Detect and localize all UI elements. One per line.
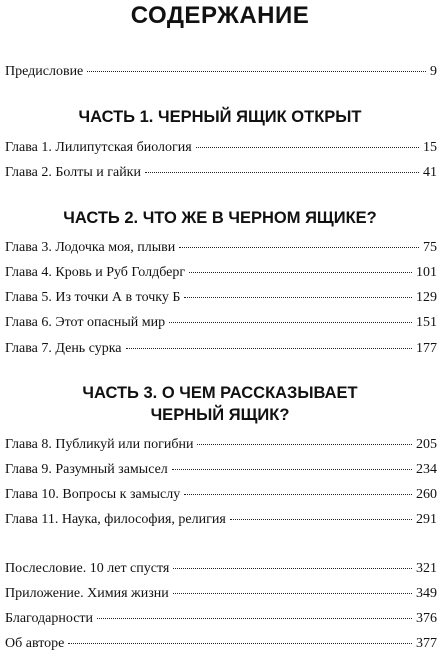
dot-leader (68, 642, 412, 644)
dot-leader (173, 592, 412, 594)
toc-entry-title: Глава 5. Из точки А в точку Б (5, 290, 181, 305)
dot-leader (173, 567, 412, 569)
dot-leader (184, 296, 412, 298)
toc-entry-page: 129 (416, 290, 437, 305)
toc-entry-title: Глава 1. Лилипутская биология (5, 140, 192, 155)
toc-entry-page: 376 (416, 611, 437, 626)
toc-entry-page: 75 (423, 240, 437, 255)
toc-entry-chapter-2[interactable] (5, 163, 437, 183)
toc-entry-chapter-6[interactable] (5, 313, 437, 333)
toc-entry-title: Глава 4. Кровь и Руб Голдберг (5, 265, 186, 280)
page-title: СОДЕРЖАНИЕ (130, 2, 310, 29)
toc-entry-page: 177 (416, 341, 437, 356)
toc-entry-title: Глава 2. Болты и гайки (5, 165, 141, 180)
toc-entry-title: Глава 9. Разумный замысел (5, 462, 168, 477)
toc-entry-title: Послесловие. 10 лет спустя (5, 561, 170, 576)
toc-entry-page: 151 (416, 315, 437, 330)
toc-entry-title: Предисловие (5, 64, 84, 79)
toc-entry-title: Приложение. Химия жизни (5, 586, 169, 601)
toc-entry-page: 234 (416, 462, 437, 477)
toc-entry-appendix[interactable] (5, 584, 437, 604)
toc-entry-page: 321 (416, 561, 437, 576)
dot-leader (189, 271, 412, 273)
toc-entry-page: 260 (416, 487, 437, 502)
toc-entry-chapter-1[interactable] (5, 138, 437, 158)
toc-entry-title: Глава 3. Лодочка моя, плыви (5, 240, 176, 255)
toc-entry-preface[interactable] (5, 62, 437, 82)
toc-entry-title: Глава 7. День сурка (5, 341, 122, 356)
dot-leader (172, 468, 412, 470)
part-heading-line: ЧАСТЬ 2. ЧТО ЖЕ В ЧЕРНОМ ЯЩИКЕ? (63, 209, 377, 227)
toc-entry-chapter-8[interactable] (5, 435, 437, 455)
dot-leader (97, 617, 412, 619)
toc-entry-title: Благодарности (5, 611, 94, 626)
toc-entry-page: 15 (423, 140, 437, 155)
toc-entry-page: 291 (416, 512, 437, 527)
toc-entry-chapter-4[interactable] (5, 263, 437, 283)
toc-entry-title: Глава 10. Вопросы к замыслу (5, 487, 181, 502)
toc-entry-page: 377 (416, 636, 437, 651)
part-3-heading (0, 382, 440, 426)
part-1-heading (0, 106, 440, 128)
toc-entry-chapter-3[interactable] (5, 238, 437, 258)
dot-leader (197, 443, 412, 445)
toc-entry-page: 9 (430, 64, 437, 79)
part-heading-line: ЧАСТЬ 3. О ЧЕМ РАССКАЗЫВАЕТ (82, 384, 358, 402)
toc-entry-page: 349 (416, 586, 437, 601)
toc-entry-chapter-5[interactable] (5, 288, 437, 308)
dot-leader (145, 171, 419, 173)
part-2-heading (0, 207, 440, 229)
dot-leader (184, 493, 412, 495)
toc-entry-chapter-7[interactable] (5, 339, 437, 359)
part-heading-line: ЧАСТЬ 1. ЧЕРНЫЙ ЯЩИК ОТКРЫТ (78, 108, 362, 126)
dot-leader (179, 246, 419, 248)
toc-entry-chapter-10[interactable] (5, 485, 437, 505)
dot-leader (196, 146, 419, 148)
dot-leader (230, 518, 412, 520)
part-heading-line: ЧЕРНЫЙ ЯЩИК? (150, 406, 290, 424)
toc-entry-about-author[interactable] (5, 634, 437, 654)
toc-entry-acknowledgements[interactable] (5, 609, 437, 629)
dot-leader (87, 70, 426, 72)
toc-entry-chapter-11[interactable] (5, 510, 437, 530)
dot-leader (126, 347, 412, 349)
toc-entry-page: 101 (416, 265, 437, 280)
toc-entry-title: Глава 8. Публикуй или погибни (5, 437, 194, 452)
toc-entry-page: 205 (416, 437, 437, 452)
dot-leader (169, 321, 412, 323)
toc-entry-chapter-9[interactable] (5, 460, 437, 480)
toc-entry-title: Глава 11. Наука, философия, религия (5, 512, 226, 527)
toc-entry-title: Глава 6. Этот опасный мир (5, 315, 166, 330)
toc-entry-afterword[interactable] (5, 559, 437, 579)
toc-entry-title: Об авторе (5, 636, 65, 651)
toc-entry-page: 41 (423, 165, 437, 180)
